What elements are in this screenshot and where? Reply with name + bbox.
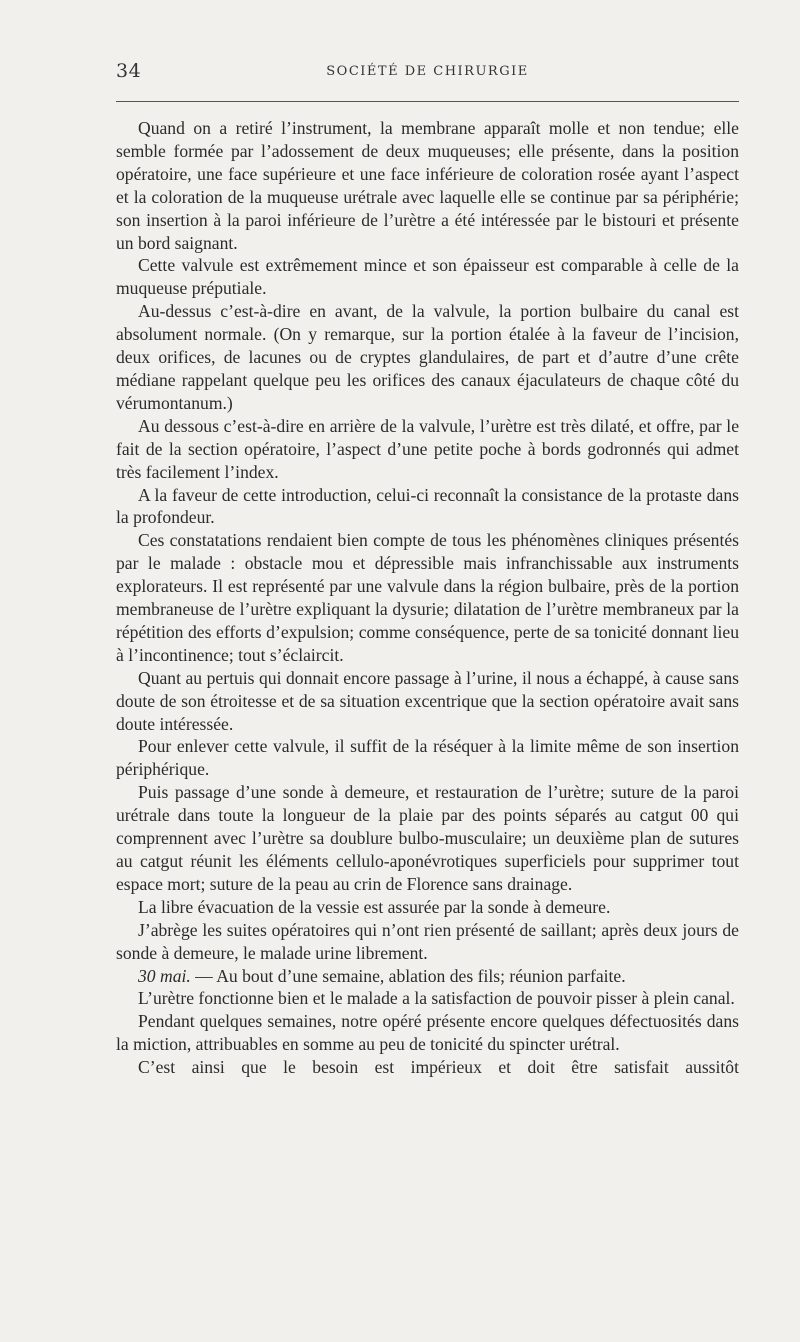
dated-paragraph <box>116 965 739 988</box>
paragraph: La libre évacuation de la vessie est assurée par la sonde à demeure. <box>138 896 611 917</box>
paragraph: Ces constatations rendaient bien compte de tous les phénomènes cliniques présentés par le malade : obstacle mou et dépressible mais infranchissable aux instruments explorateurs. Il est représenté par une valvule dans la région bulbaire, près de la portion membraneuse de l’urètre expliquant la dysurie; dilatation de l’urètre membraneux par la répétition des efforts d’expulsion; comme conséquence, perte de sa tonicité donnant lieu à l’incontinence; tout s’éclaircit. <box>116 530 739 665</box>
header-rule <box>116 101 739 102</box>
paragraph: Quant au pertuis qui donnait encore passage à l’urine, il nous a échappé, à cause sans doute de son étroitesse et de sa situation excentrique que la section opératoire avait sans doute intéressée. <box>116 667 739 734</box>
page-number: 34 <box>116 60 142 82</box>
paragraph: L’urètre fonctionne bien et le malade a la satisfaction de pouvoir pisser à plein canal. <box>138 988 735 1009</box>
body-text <box>116 117 739 1079</box>
paragraph: J’abrège les suites opératoires qui n’ont rien présenté de saillant; après deux jours de sonde à demeure, le malade urine librement. <box>116 919 739 963</box>
paragraph: Au dessous c’est-à-dire en arrière de la valvule, l’urètre est très dilaté, et offre, par le fait de la section opératoire, l’aspect d’une petite poche à bords godronnés qui admet très facilement l’index. <box>116 415 739 482</box>
paragraph: Au-dessus c’est-à-dire en avant, de la valvule, la portion bulbaire du canal est absolument normale. (On y remarque, sur la portion étalée à la faveur de l’incision, deux orifices, de lacunes ou de cryptes glandulaires, de part et d’autre d’une crête médiane rappelant quelque peu les orifices des canaux éjaculateurs de chaque côté du vérumontanum.) <box>116 301 739 413</box>
paragraph: Pendant quelques semaines, notre opéré présente encore quelques défectuosités dans la miction, attribuables en somme au peu de tonicité du spincter urétral. <box>116 1011 739 1055</box>
paragraph: C’est ainsi que le besoin est impérieux et doit être satisfait aussitôt <box>138 1057 739 1078</box>
paragraph: Cette valvule est extrêmement mince et son épaisseur est comparable à celle de la muqueuse préputiale. <box>116 255 739 299</box>
running-title: SOCIÉTÉ DE CHIRURGIE <box>326 64 529 79</box>
paragraph: Pour enlever cette valvule, il suffit de la réséquer à la limite même de son insertion périphérique. <box>116 736 739 780</box>
paragraph-text: — Au bout d’une semaine, ablation des fils; réunion parfaite. <box>190 965 626 986</box>
paragraph: Quand on a retiré l’instrument, la membrane apparaît molle et non tendue; elle semble formée par l’adossement de deux muqueuses; elle présente, dans la position opératoire, une face supérieure et une face inférieure de coloration rosée ayant l’aspect et la coloration de la muqueuse urétrale avec laquelle elle se continue par sa périphérie; son insertion à la paroi inférieure de l’urètre a été intéressée par le bistouri et présente un bord saignant. <box>116 118 739 253</box>
paragraph: A la faveur de cette introduction, celui-ci reconnaît la consistance de la protaste dans la profondeur. <box>116 484 739 528</box>
paragraph-date: 30 mai. <box>138 965 191 986</box>
paragraph: Puis passage d’une sonde à demeure, et restauration de l’urètre; suture de la paroi urétrale dans toute la longueur de la plaie par des points séparés au catgut 00 qui comprennent avec l’urètre sa doublure bulbo-musculaire; un deuxième plan de sutures au catgut réunit les éléments cellulo-aponévrotiques superficiels pour supprimer tout espace mort; suture de la peau au crin de Florence sans drainage. <box>116 782 739 894</box>
page-header <box>116 60 739 84</box>
